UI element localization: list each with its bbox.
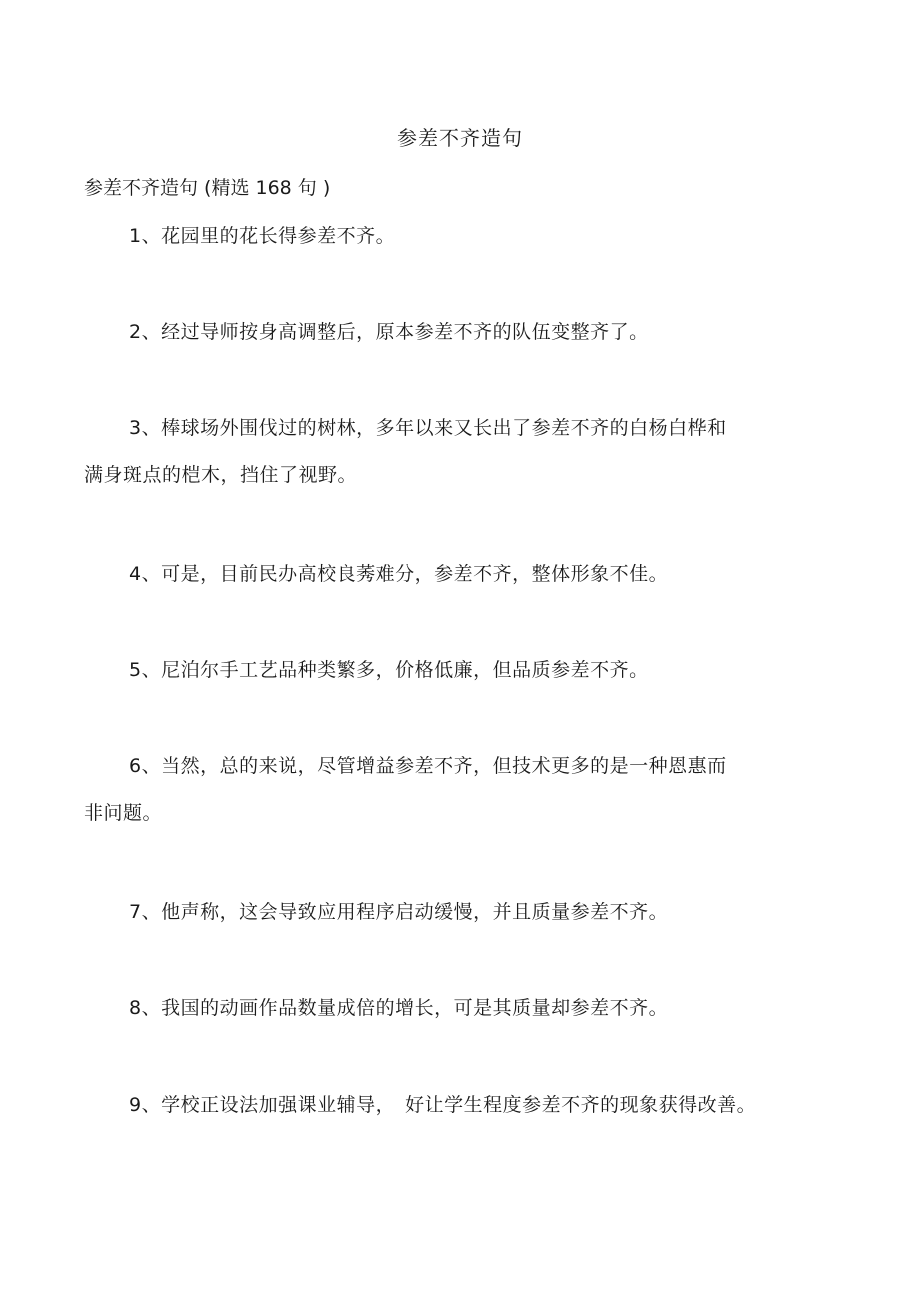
sentence-6-line-2: 非问题。 (84, 802, 163, 824)
sentence-6-line-1: 6、当然，总的来说，尽管增益参差不齐，但技术更多的是一种恩惠而 (129, 755, 727, 777)
sentence-9: 9、学校正设法加强课业辅导， 好让学生程度参差不齐的现象获得改善。 (129, 1094, 757, 1116)
sentence-3-line-2: 满身斑点的桤木，挡住了视野。 (84, 464, 358, 486)
sentence-3-line-1: 3、棒球场外围伐过的树林，多年以来又长出了参差不齐的白杨白桦和 (129, 417, 727, 439)
document-subtitle: 参差不齐造句 (精选 168 句 ) (84, 177, 331, 199)
sentence-1: 1、花园里的花长得参差不齐。 (129, 225, 396, 247)
sentence-8: 8、我国的动画作品数量成倍的增长，可是其质量却参差不齐。 (129, 997, 669, 1019)
sentence-7: 7、他声称，这会导致应用程序启动缓慢，并且质量参差不齐。 (129, 901, 669, 923)
sentence-2: 2、经过导师按身高调整后，原本参差不齐的队伍变整齐了。 (129, 321, 649, 343)
document-title: 参差不齐造句 (397, 126, 523, 150)
sentence-4: 4、可是，目前民办高校良莠难分，参差不齐，整体形象不佳。 (129, 563, 669, 585)
sentence-5: 5、尼泊尔手工艺品种类繁多，价格低廉，但品质参差不齐。 (129, 659, 649, 681)
